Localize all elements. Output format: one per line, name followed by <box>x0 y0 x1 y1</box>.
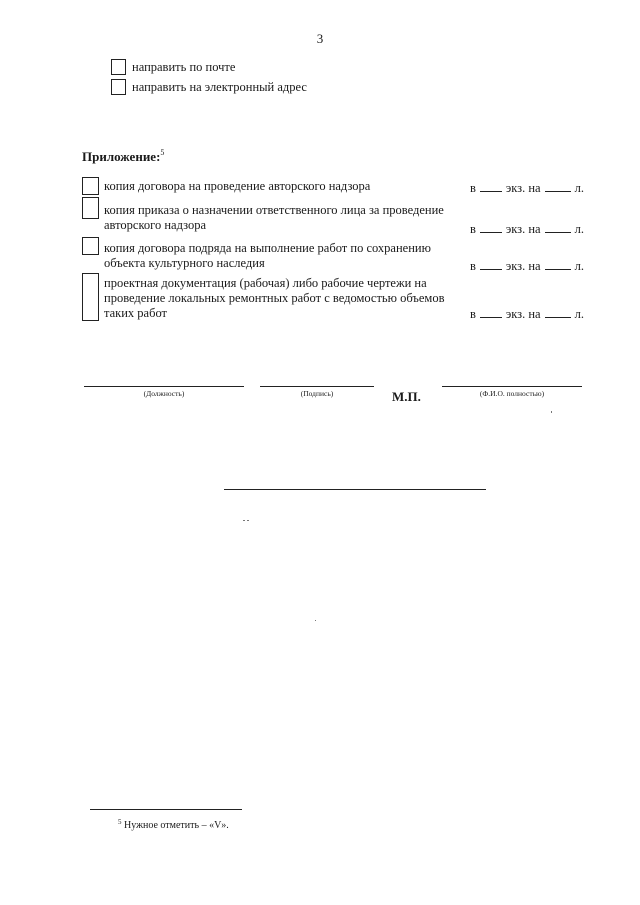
copies-field-2: в экз. на л. <box>470 222 584 236</box>
sheets-count-blank[interactable] <box>545 259 571 270</box>
position-line[interactable] <box>84 386 244 387</box>
copies-field-3: в экз. на л. <box>470 259 584 273</box>
attachment-text-1: копия договора на проведение авторского надзора <box>104 179 371 193</box>
email-label: направить на электронный адрес <box>132 80 307 94</box>
attachment-checkbox-4[interactable] <box>82 273 99 321</box>
copies-field-4: в экз. на л. <box>470 307 584 321</box>
stamp-label: М.П. <box>392 389 421 404</box>
mail-checkbox[interactable] <box>111 59 126 75</box>
separator-line <box>224 489 486 490</box>
footnote-mark: 5 <box>160 148 165 157</box>
attachment-text-3: копия договора подряда на выполнение работ по сохранению объекта культурного наследия <box>104 241 431 270</box>
signature-caption: (Подпись) <box>300 389 334 398</box>
attachment-text-4: проектная документация (рабочая) либо рабочие чертежи на проведение локальных ремонтных работ с ведомостью объемов таких работ <box>104 276 445 320</box>
copies-count-blank[interactable] <box>480 222 502 233</box>
footnote: $^5$ Нужное отметить – «V». <box>118 818 229 831</box>
copies-field-1: в экз. на л. <box>470 181 584 195</box>
scan-speck <box>247 520 249 521</box>
mail-label: направить по почте <box>132 60 236 74</box>
sheets-count-blank[interactable] <box>545 181 571 192</box>
copies-count-blank[interactable] <box>480 259 502 270</box>
signature-line[interactable] <box>260 386 374 387</box>
copies-count-blank[interactable] <box>480 181 502 192</box>
position-caption: (Должность) <box>143 389 185 398</box>
attachments-heading: Приложение:$^5$ <box>82 148 165 164</box>
attachment-checkbox-1[interactable] <box>82 177 99 195</box>
email-checkbox[interactable] <box>111 79 126 95</box>
attachment-text-2: копия приказа о назначении ответственного лица за проведение авторского надзора <box>104 203 444 232</box>
name-caption: (Ф.И.О. полностью) <box>479 389 545 398</box>
attachment-checkbox-2[interactable] <box>82 197 99 219</box>
scan-speck <box>243 520 245 521</box>
sheets-count-blank[interactable] <box>545 307 571 318</box>
name-line[interactable] <box>442 386 582 387</box>
page-number: 3 <box>316 31 324 46</box>
sheets-count-blank[interactable] <box>545 222 571 233</box>
scan-speck <box>315 620 316 621</box>
attachment-checkbox-3[interactable] <box>82 237 99 255</box>
copies-count-blank[interactable] <box>480 307 502 318</box>
footnote-separator <box>90 809 242 810</box>
scan-speck <box>551 411 552 413</box>
